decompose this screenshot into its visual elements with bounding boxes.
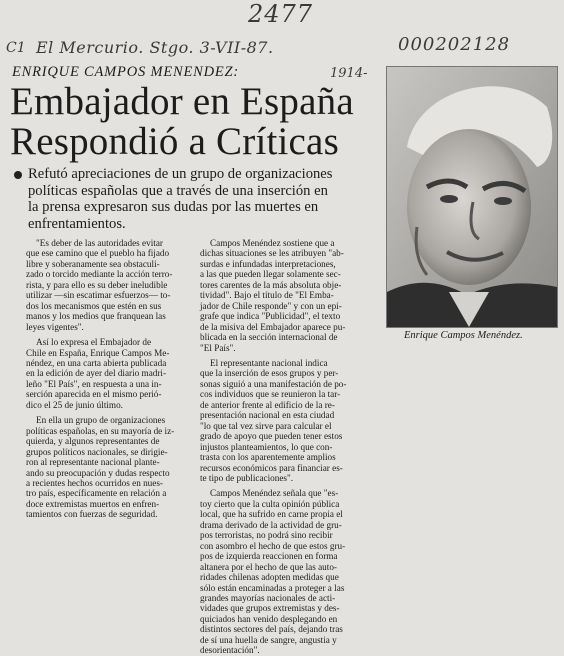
body-text-line: jador de Chile responde" y con un epí- [200, 300, 342, 311]
body-text-line: blicada en la sección internacional de [200, 332, 338, 343]
body-text-line: serción aparecida en el mismo perió- [26, 389, 162, 400]
lede-line: la prensa expresaron sus dudas por las muertes en [28, 199, 319, 216]
source-note: El Mercurio. Stgo. 3-VII-87. [36, 38, 274, 57]
body-text-line: tividad". Bajo el título de "El Emba- [200, 290, 334, 301]
body-text-line: cos individuos que se reunieron la tar- [200, 389, 341, 400]
body-text-line: grafe que indica "Publicidad", el texto [200, 311, 341, 322]
body-text-line: dichas situaciones se les atribuyen "ab- [200, 248, 344, 259]
body-text-line: sonas siguió a una manifestación de po- [200, 378, 347, 389]
body-text-line: de la misiva del Embajador aparece pu- [200, 321, 346, 332]
kicker: ENRIQUE CAMPOS MENENDEZ: [12, 64, 240, 80]
body-text-line: ridades chilenas adopten medidas que [200, 572, 339, 583]
body-text-line: presentación nacional en esta ciudad [200, 410, 335, 421]
body-text-line: con asombro el hecho de que estos gru- [200, 540, 346, 551]
body-text-line: a recientes hechos ocurridos en nues- [26, 477, 163, 488]
body-text-line: de sí una huella de sangre, angustia y [200, 634, 337, 645]
body-text-line: injustos planteamientos, lo que con- [200, 441, 333, 452]
body-text-line: Así lo expresa el Embajador de [36, 337, 152, 348]
body-text-line: En ella un grupo de organizaciones [36, 415, 166, 426]
bullet-icon [14, 171, 22, 179]
body-text-line: El representante nacional indica [210, 357, 328, 368]
body-text-line: trasta con los aparentemente amplios [200, 452, 336, 463]
lede-line: enfrentamientos. [28, 215, 126, 232]
body-text-line: zado o torcido mediante la acción terro- [26, 269, 173, 280]
headline-line-1: Embajador en España [10, 80, 354, 123]
archive-number: 2477 [248, 0, 314, 28]
body-text-line: pos terroristas, no podrá sino recibir [200, 530, 333, 541]
body-column-left [26, 238, 206, 520]
body-text-line: pos de izquierda reaccionen en forma [200, 551, 338, 562]
body-text-line: drama derivado de la actividad de gru- [200, 519, 342, 530]
lede-line: Refutó apreciaciones de un grupo de organizaciones [28, 166, 333, 182]
body-text-line: Chile en España, Enrique Campos Me- [26, 347, 170, 358]
body-text-line: "Es deber de las autoridades evitar [36, 238, 163, 248]
body-text-line: a las que pueden llegar solamente sec- [200, 269, 341, 280]
body-text-line: en la edición de ayer del diario madri- [26, 368, 167, 379]
body-text-line: tamientos con fuerzas de seguridad. [26, 509, 158, 520]
portrait-photo [386, 66, 558, 328]
headline-line-2: Respondió a Críticas [10, 120, 339, 163]
photo-caption: Enrique Campos Menéndez. [404, 330, 523, 341]
body-text-line: vidades que grupos extremistas y des- [200, 603, 340, 614]
body-text-line: leyes vigentes". [26, 321, 84, 332]
body-text-line: que la inserción de esos grupos y per- [200, 368, 339, 379]
body-text-line: néndez, en una carta abierta publicada [26, 357, 167, 368]
body-column-right [200, 238, 388, 656]
body-text-line: grado de apoyo que pueden tener estos [200, 431, 343, 442]
body-text-line: quiciados han venido desplegando en [200, 613, 338, 624]
body-text-line: grandes mayorías nacionales de acti- [200, 592, 336, 603]
body-text-line: políticas españolas, en su mayoría de iz- [26, 425, 175, 436]
body-text-line: grupos políticos nacionales, se dirigie- [26, 446, 168, 457]
lede [14, 166, 386, 232]
body-text-line: sólo están encaminadas a proteger a las [200, 582, 345, 593]
body-text-line: dico el 25 de junio último. [26, 399, 123, 410]
body-text-line: libre y soberanamente sea obstaculi- [26, 258, 160, 269]
body-text-line: te tipo de publicaciones". [200, 472, 294, 483]
body-text-line: recursos económicos para financiar es- [200, 462, 343, 473]
lede-line: políticas españolas que a través de una inserción en [28, 182, 328, 199]
year-note: 1914- [330, 66, 368, 81]
headline [10, 82, 354, 162]
body-text-line: Campos Menéndez sostiene que a [210, 238, 335, 248]
body-text-line: de anterior frente al edificio de la re- [200, 399, 335, 410]
body-text-line: "El País". [200, 342, 236, 353]
body-text-line: toy cierto que la culta opinión pública [200, 498, 340, 509]
body-text-line: ando su preocupación y dudas respecto [26, 467, 170, 478]
body-text-line: "lo que tal vez sirve para calcular el [200, 420, 332, 431]
body-text-line: tores carentes de la más absoluta obje- [200, 279, 342, 290]
body-text-line: altanera por el hecho de que las auto- [200, 561, 337, 572]
body-text-line: desorientación". [200, 645, 260, 656]
body-text-line: surdas e infundadas interpretaciones, [200, 258, 336, 269]
body-text-line: Campos Menéndez señala que "es- [210, 488, 339, 499]
body-text-line: leño "El País", en respuesta a una in- [26, 378, 162, 389]
section-code: C1 [6, 40, 26, 56]
body-text-line: local, que ha sufrido en carne propia el [200, 509, 343, 520]
body-text-line: utilizar —sin escatimar esfuerzos— to- [26, 290, 171, 301]
body-text-line: ron al representante nacional plante- [26, 457, 160, 468]
document-id: 000202128 [398, 34, 511, 55]
body-text-line: quierda, y algunos representantes de [26, 436, 160, 447]
body-text-line: dos los mecanismos que estén en sus [26, 300, 162, 311]
body-text-line: que ese camino que el pueblo ha fijado [26, 248, 170, 259]
body-text-line: doce extremistas muertos en enfren- [26, 498, 160, 509]
body-text-line: tro país, específicamente en relación a [26, 488, 167, 499]
body-text-line: rista, y para ello es su deber ineludible [26, 279, 168, 290]
body-text-line: distintos sectores del país, dejando tras [200, 624, 343, 635]
body-text-line: manos y los medios que franquean las [26, 311, 166, 322]
